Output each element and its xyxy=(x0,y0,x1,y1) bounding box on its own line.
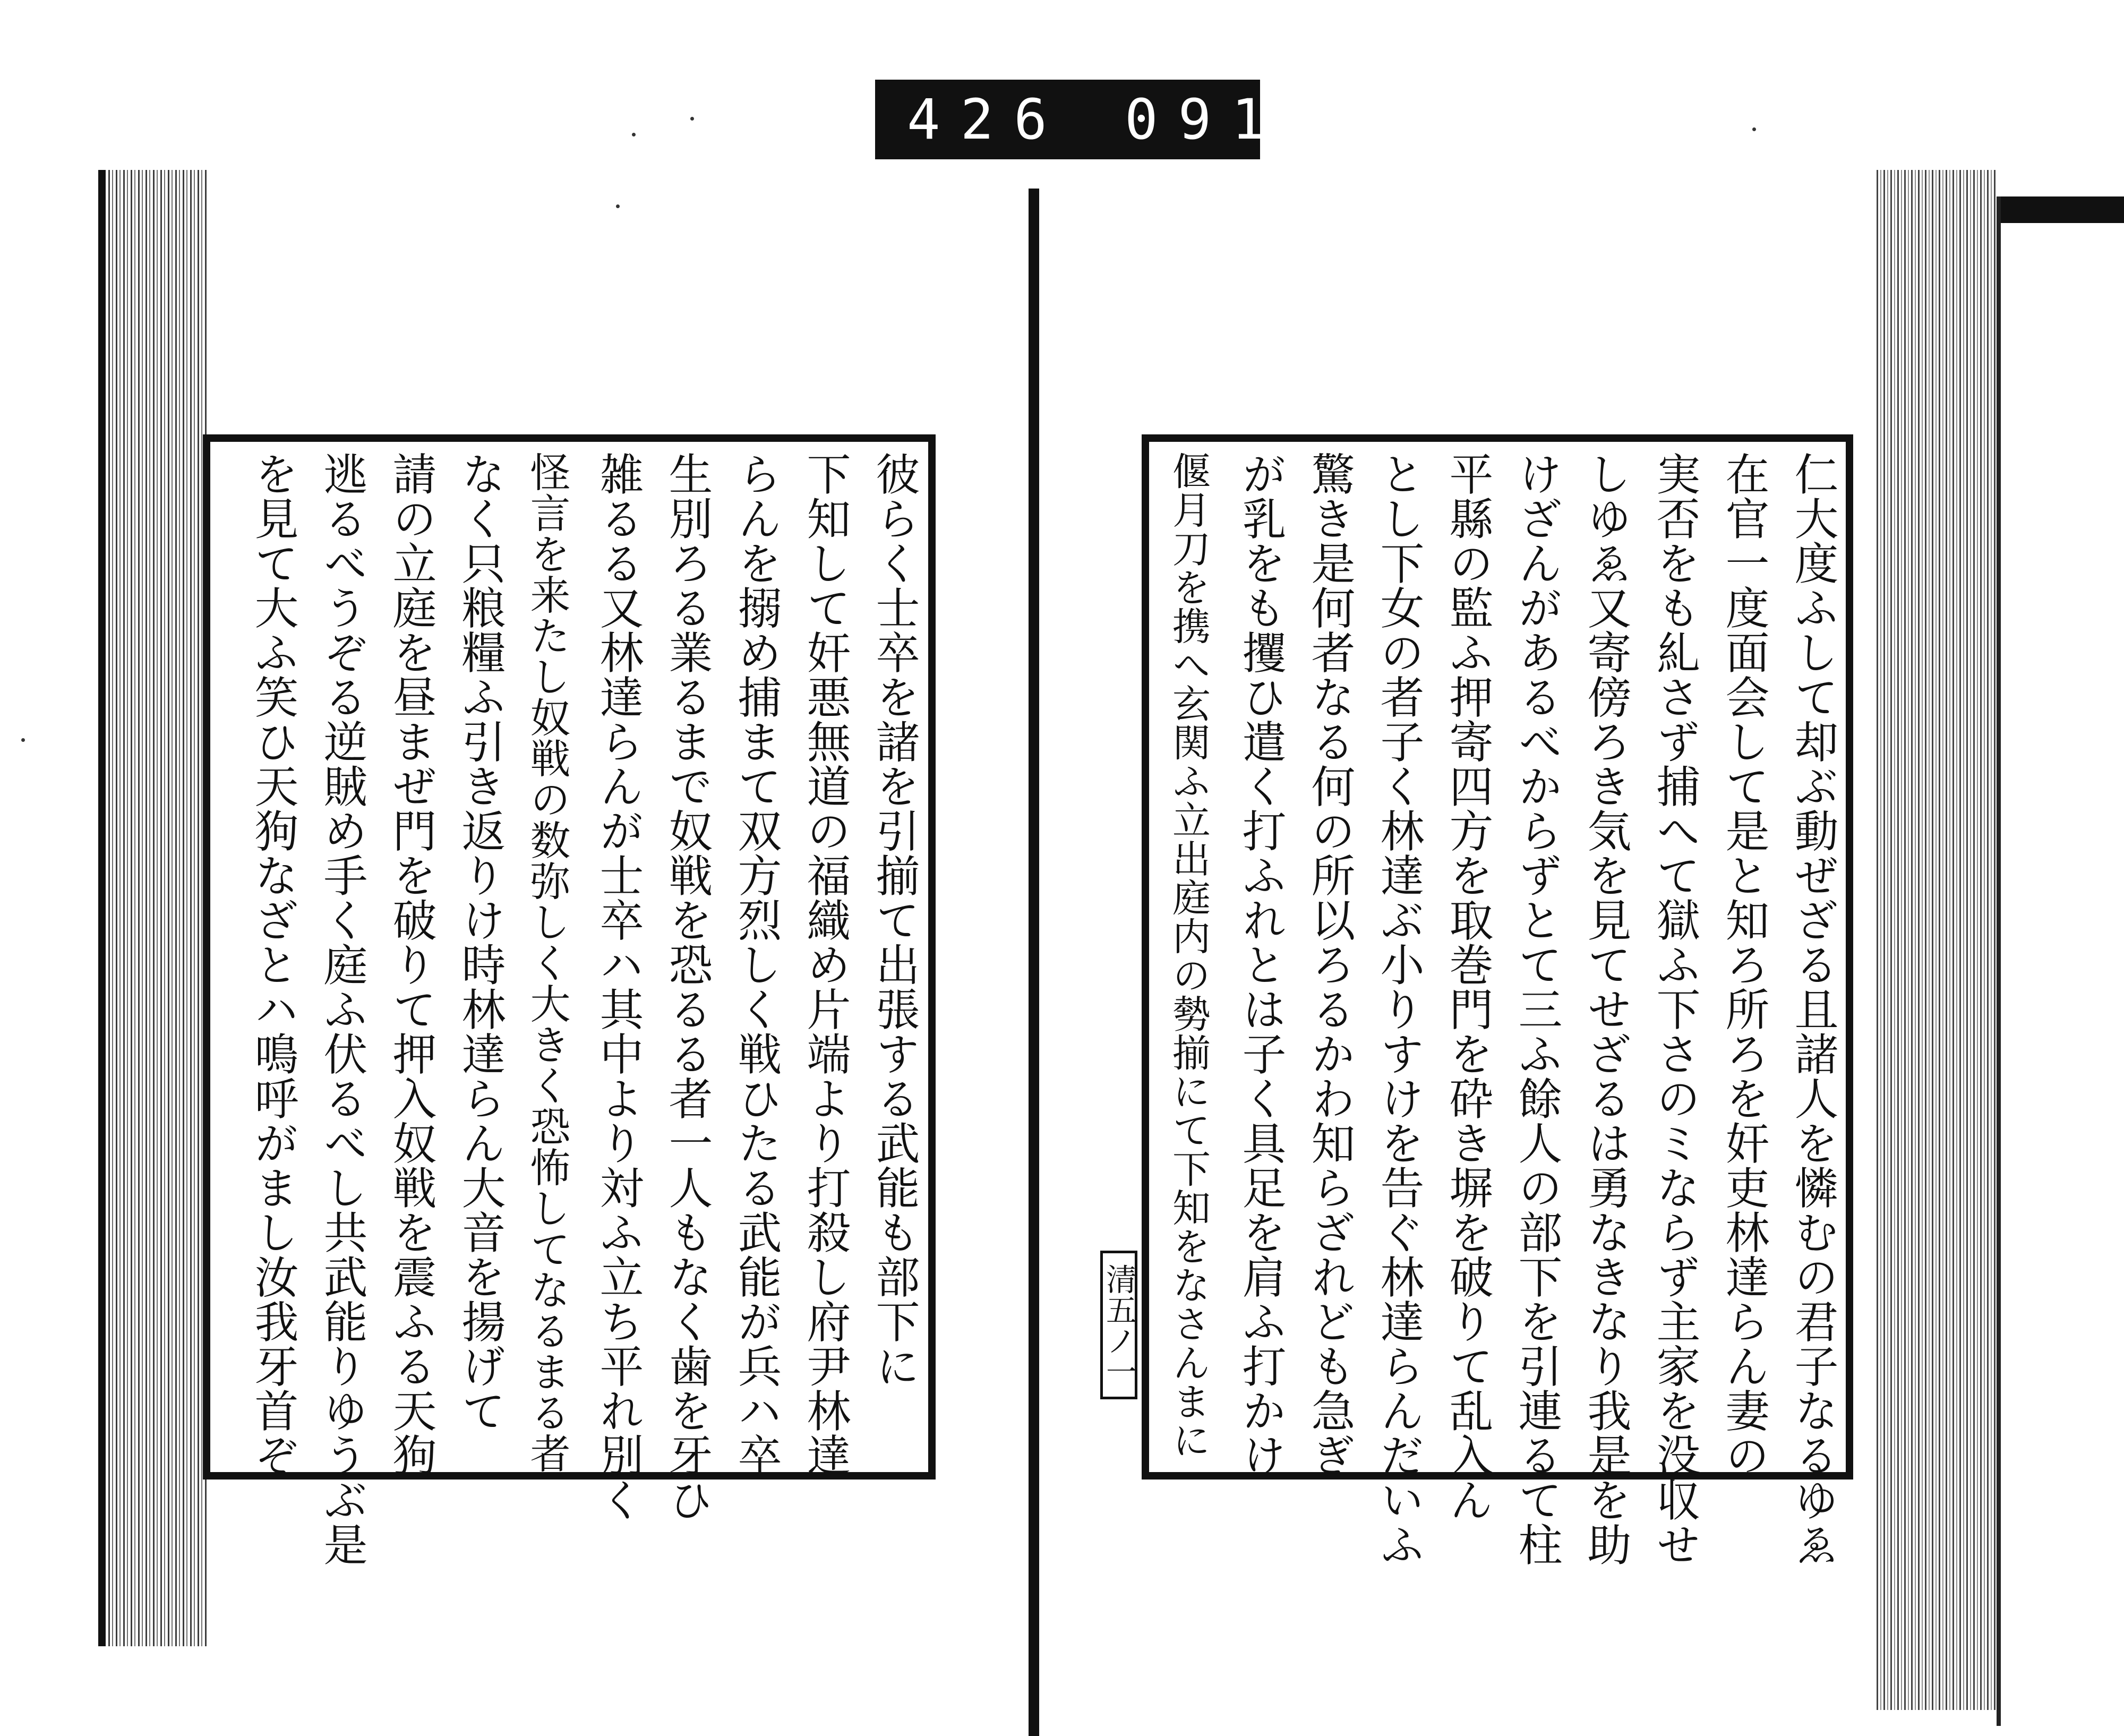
right-text-column: けざんがあるべからずとて三ふ餘人の部下を引連るて柱 xyxy=(1511,451,1562,1567)
left-text-column: 雑るる又林達らんが士卒ハ其中より対ふ立ち平れ別く xyxy=(592,451,644,1522)
right-text-column: 平縣の監ふ押寄四方を取巻門を砕き塀を破りて乱入ん xyxy=(1442,451,1493,1522)
page-margin-label: 清五ノ一 xyxy=(1100,1251,1137,1399)
right-text-column: とし下女の者子く林達ぶ小りすけを告ぐ林達らんだいふ xyxy=(1373,451,1424,1567)
right-text-column: しゆゑ又寄傍ろき気を見てせざるは勇なきなり我是を助 xyxy=(1580,451,1631,1567)
left-text-column: 怪言を来たし奴戦の数弥しく大きく恐怖してなるまる者 xyxy=(524,451,571,1474)
microfilm-frame-label xyxy=(875,80,1339,159)
left-text-column: なく只粮糧ふ引き返りけ時林達らん大音を揚げて xyxy=(454,451,506,1433)
dust-speck xyxy=(632,133,636,136)
right-text-column: が乳をも攫ひ遣く打ふれとは子く具足を肩ふ打かけ xyxy=(1235,451,1286,1477)
left-text-column: を見て大ふ笑ひ天狗なざとハ鳴呼がまし汝我牙首ぞ xyxy=(247,451,298,1477)
right-cover-tab xyxy=(1997,196,2124,223)
left-text-column: 彼らく士卒を諸を引揃て出張する武能も部下に xyxy=(868,451,920,1388)
right-page-stack-edge xyxy=(1874,170,1997,1710)
left-text-column: 逃るべうぞる逆賊め手く庭ふ伏るべし共武能りゆうぶ是 xyxy=(316,451,367,1567)
right-text-column: 実否をも糺さず捕へて獄ふ下さのミならず主家を没収せ xyxy=(1649,451,1700,1567)
left-text-column: 請の立庭を昼まぜ門を破りて押入奴戦を震ふる天狗 xyxy=(385,451,436,1477)
left-text-column: らんを搦め捕まて双方烈しく戦ひたる武能が兵ハ卒 xyxy=(730,451,782,1477)
frame-number: 091. xyxy=(1125,87,1339,152)
reel-number: 426 xyxy=(907,87,1067,152)
left-text-column: 生別ろる業るまで奴戦を恐るる者一人もなく歯を牙ひ xyxy=(661,451,713,1522)
left-text-column: 下知して奸悪無道の福織め片端より打殺し府尹林達 xyxy=(799,451,851,1477)
right-cover-edge xyxy=(1997,196,2001,1726)
right-text-column: 驚き是何者なる何の所以ろるかわ知らざれども急ぎ xyxy=(1304,451,1355,1477)
dust-speck xyxy=(690,117,694,121)
dust-speck xyxy=(616,204,620,208)
dust-speck xyxy=(21,738,25,742)
left-page-stack-edge xyxy=(101,170,207,1646)
right-text-column: 偃月刀を携へ玄関ふ立出庭内の勢揃にて下知をなさんまに xyxy=(1166,451,1211,1459)
book-gutter xyxy=(1029,189,1039,1736)
right-text-column: 在官一度面会して是と知ろ所ろを奸吏林達らん妻の xyxy=(1718,451,1769,1477)
dust-speck xyxy=(1752,127,1756,131)
left-cover-edge xyxy=(98,170,106,1646)
right-text-column: 仁大度ふして却ぶ動ぜざる且諸人を憐むの君子なるゆゑ xyxy=(1787,451,1838,1567)
